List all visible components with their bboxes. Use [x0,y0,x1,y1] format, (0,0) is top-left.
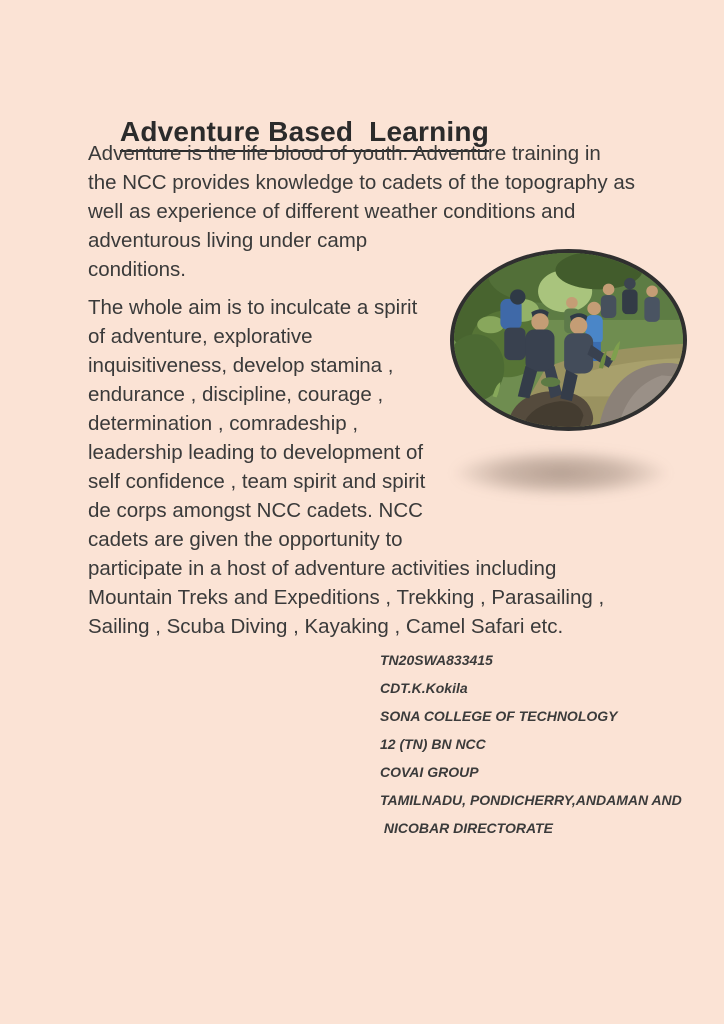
signature-block [380,646,682,842]
paragraph-line: well as experience of different weather conditions and [88,200,576,223]
paragraph-line: Mountain Treks and Expeditions , Trekking , Parasailing , [88,586,605,609]
paragraph-line: self confidence , team spirit and spirit [88,470,426,493]
paragraph-line: inquisitiveness, develop stamina , [88,354,394,377]
paragraph-line: leadership leading to development of [88,441,424,464]
cadets-trekking-illustration [454,253,683,427]
paragraph-line: of adventure, explorative [88,325,313,348]
paragraph-line: The whole aim is to inculcate a spirit [88,296,418,319]
paragraph-line: endurance , discipline, courage , [88,383,384,406]
paragraph-line: determination , comradeship , [88,412,359,435]
signature-group: COVAI GROUP [380,764,479,780]
paragraph-line: participate in a host of adventure activities including [88,557,557,580]
paragraph-line: Sailing , Scuba Diving , Kayaking , Camel Safari etc. [88,615,564,638]
paragraph-line: conditions. [88,258,187,281]
signature-cadet-name: CDT.K.Kokila [380,680,468,696]
paragraph-line: adventurous living under camp [88,229,368,252]
signature-college: SONA COLLEGE OF TECHNOLOGY [380,708,618,724]
photo-drop-shadow [452,449,670,497]
signature-directorate-line1: TAMILNADU, PONDICHERRY,ANDAMAN AND [380,792,682,808]
signature-regimental-number: TN20SWA833415 [380,652,493,668]
paragraph-line: the NCC provides knowledge to cadets of the topography as [88,171,635,194]
paragraph-line: de corps amongst NCC cadets. NCC [88,499,423,522]
paragraph-line: Adventure is the life blood of youth. Adventure training in [88,142,601,165]
signature-directorate-line2: NICOBAR DIRECTORATE [380,820,553,836]
paragraph-line: cadets are given the opportunity to [88,528,403,551]
cadets-trekking-photo [450,249,687,431]
signature-battalion: 12 (TN) BN NCC [380,736,486,752]
page-title-text: Adventure Based Learning [120,116,489,152]
